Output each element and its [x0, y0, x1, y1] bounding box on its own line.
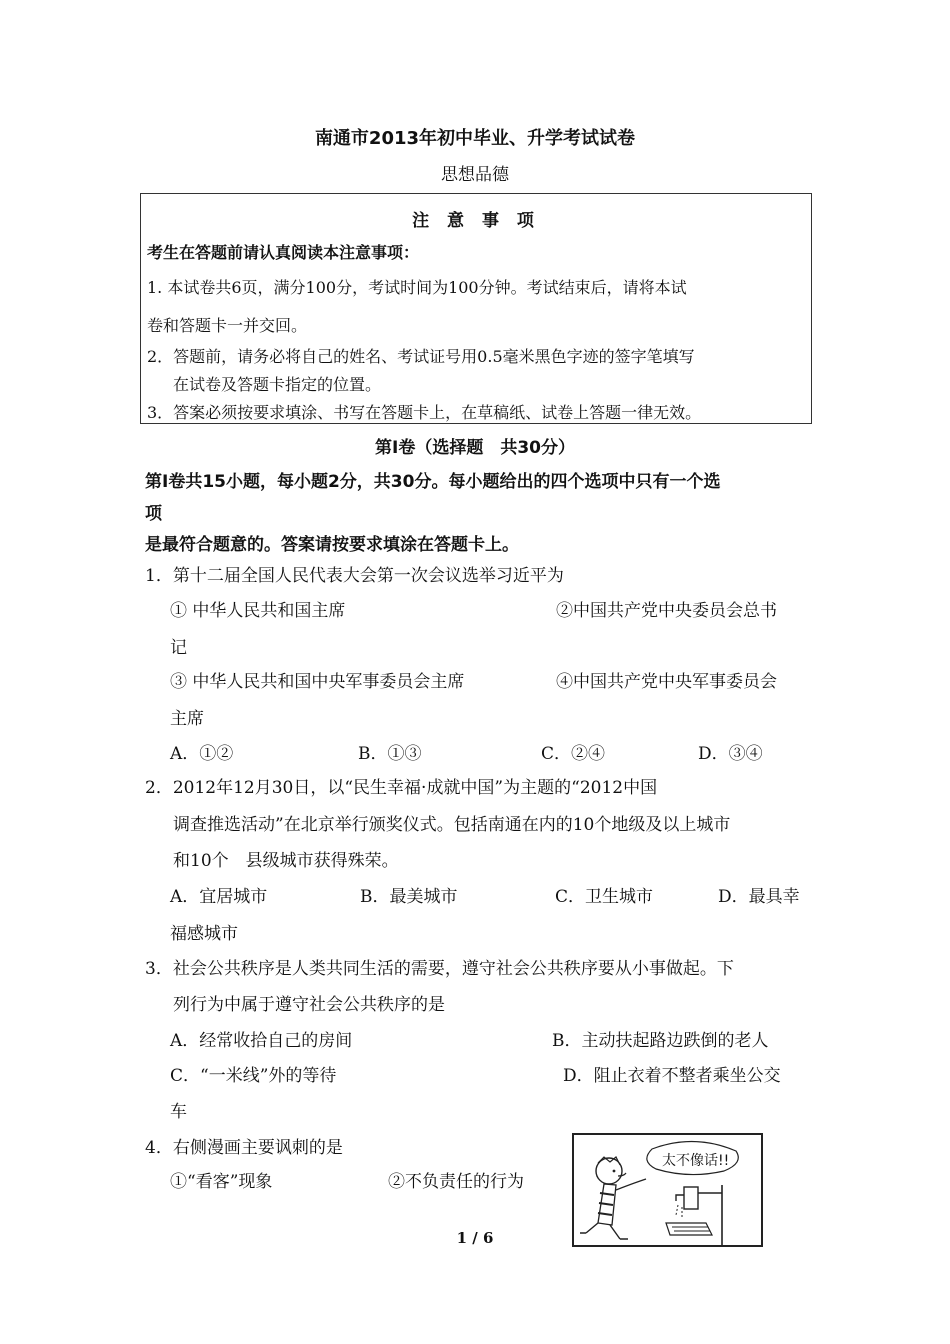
question-3-choice-d: D．阻止衣着不整者乘坐公交 [563, 1066, 781, 1086]
section-instructions: 第Ⅰ卷共15小题，每小题2分，共30分。每小题给出的四个选项中只有一个选 [145, 472, 721, 492]
question-1-option-1: ① 中华人民共和国主席 [170, 601, 346, 621]
question-2-choice-b: B．最美城市 [360, 887, 458, 907]
question-3-stem-cont: 列行为中属于遵守社会公共秩序的是 [173, 995, 445, 1015]
section-heading: 第Ⅰ卷（选择题 共30分） [375, 438, 575, 458]
question-3-choice-a: A．经常收拾自己的房间 [170, 1031, 353, 1051]
question-1-choice-c: C．②④ [541, 744, 606, 764]
question-4-option-1: ①“看客”现象 [170, 1172, 273, 1192]
question-2-stem: 2．2012年12月30日，以“民生幸福·成就中国”为主题的“2012中国 [145, 778, 658, 798]
question-1-option-2: ②中国共产党中央委员会总书 [556, 601, 777, 621]
question-1-option-4-wrap: 主席 [170, 709, 204, 729]
notice-item-2: 2．答题前，请务必将自己的姓名、考试证号用0.5毫米黑色字迹的签字笔填写 [147, 347, 695, 366]
cartoon-caption: 太不像话!! [662, 1153, 730, 1169]
notice-heading: 注 意 事 项 [412, 211, 540, 231]
question-3-choice-c: C．“一米线”外的等待 [170, 1066, 337, 1086]
section-instructions-cont: 项 [145, 504, 162, 524]
question-2-choice-d: D．最具幸 [718, 887, 800, 907]
question-3-choice-b: B．主动扶起路边跌倒的老人 [552, 1031, 769, 1051]
question-1-choice-a: A．①② [170, 744, 234, 764]
exam-subject: 思想品德 [441, 165, 509, 185]
question-1-option-3: ③ 中华人民共和国中央军事委员会主席 [170, 672, 465, 692]
exam-title: 南通市2013年初中毕业、升学考试试卷 [314, 128, 636, 149]
question-1-choice-b: B．①③ [358, 744, 422, 764]
notice-box [140, 193, 812, 424]
question-4-stem: 4．右侧漫画主要讽刺的是 [145, 1138, 343, 1158]
question-1-choice-d: D．③④ [698, 744, 763, 764]
notice-item-2-cont: 在试卷及答题卡指定的位置。 [173, 375, 382, 394]
question-2-stem-end: 和10个 县级城市获得殊荣。 [173, 851, 399, 871]
question-2-choice-d-wrap: 福感城市 [170, 924, 238, 944]
question-1-stem: 1．第十二届全国人民代表大会第一次会议选举习近平为 [145, 566, 564, 586]
notice-item-3: 3．答案必须按要求填涂、书写在答题卡上，在草稿纸、试卷上答题一律无效。 [147, 403, 702, 422]
question-3-stem: 3．社会公共秩序是人类共同生活的需要，遵守社会公共秩序要从小事做起。下 [145, 959, 734, 979]
question-3-choice-d-wrap: 车 [170, 1102, 187, 1122]
question-2-choice-c: C．卫生城市 [555, 887, 654, 907]
question-2-choice-a: A．宜居城市 [170, 887, 268, 907]
notice-intro: 考生在答题前请认真阅读本注意事项： [147, 243, 420, 262]
question-2-stem-cont: 调查推选活动”在北京举行颁奖仪式。包括南通在内的10个地级及以上城市 [173, 815, 731, 835]
notice-item-1-cont: 卷和答题卡一并交回。 [147, 316, 308, 335]
question-4-option-2: ②不负责任的行为 [388, 1172, 524, 1192]
question-1-option-4: ④中国共产党中央军事委员会 [556, 672, 777, 692]
notice-item-1: 1. 本试卷共6页，满分100分，考试时间为100分钟。考试结束后，请将本试 [147, 278, 687, 297]
section-instructions-end: 是最符合题意的。答案请按要求填涂在答题卡上。 [145, 535, 519, 555]
question-1-option-2-wrap: 记 [170, 638, 187, 658]
page-number: 1 / 6 [456, 1229, 494, 1247]
